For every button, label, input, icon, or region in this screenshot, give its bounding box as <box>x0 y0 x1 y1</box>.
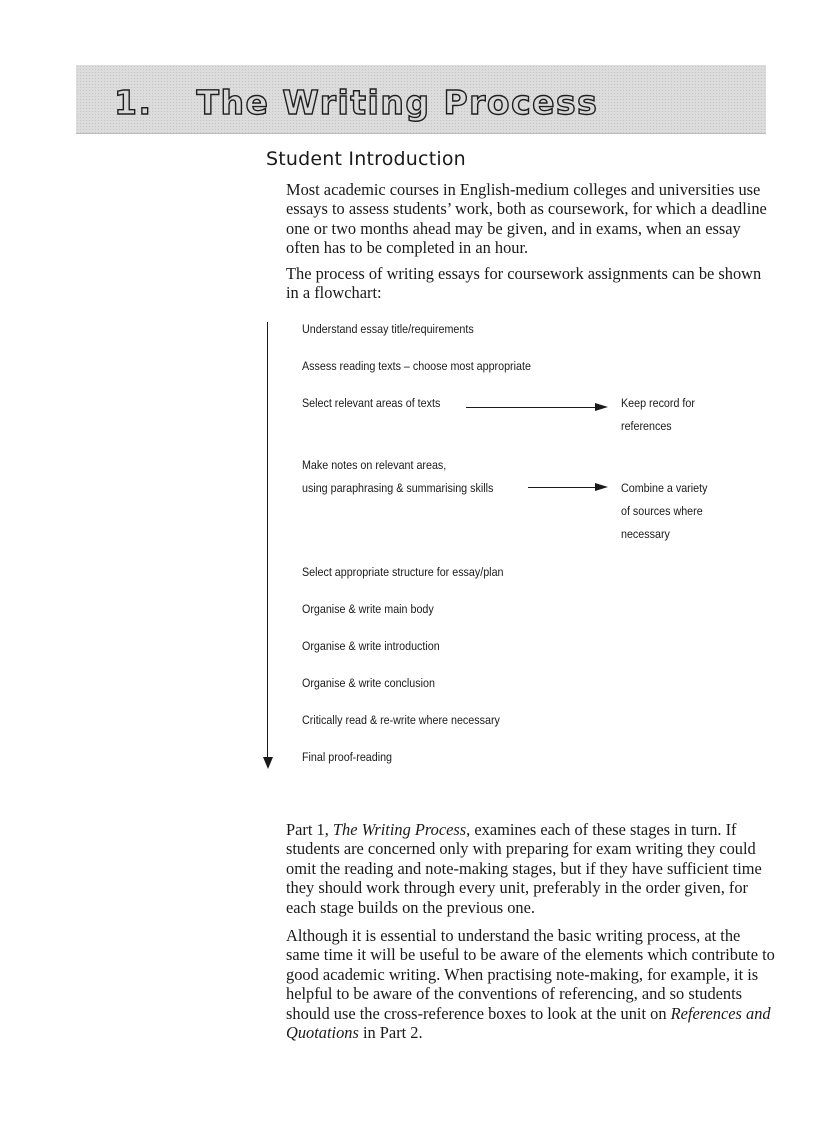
flow-step: using paraphrasing & summarising skills <box>302 481 494 495</box>
book-part-title: The Writing Process <box>332 820 467 839</box>
flow-side-note <box>621 392 718 438</box>
chapter-title-text: The Writing Process <box>196 83 599 122</box>
flow-step: Organise & write introduction <box>302 639 440 653</box>
flowchart-lead-paragraph: The process of writing essays for coursework assignments can be shown in a flowchart: <box>286 264 762 303</box>
side-note-line: references <box>621 419 672 433</box>
text-run: in Part 2. <box>358 1023 423 1043</box>
flow-step: Select relevant areas of texts <box>302 396 441 410</box>
flow-step: Organise & write main body <box>302 602 434 616</box>
flow-step: Select appropriate structure for essay/plan <box>302 565 504 579</box>
part1-paragraph <box>286 820 776 917</box>
flowchart-vertical-line <box>267 322 268 760</box>
flow-step: Assess reading texts – choose most appropriate <box>302 359 531 373</box>
section-heading: Student Introduction <box>266 148 466 170</box>
side-note-line: necessary <box>621 527 670 541</box>
chapter-number: 1. <box>114 83 153 122</box>
flow-right-arrow <box>466 403 608 413</box>
flow-step: Understand essay title/requirements <box>302 322 474 336</box>
side-note-line: Combine a variety <box>621 481 708 495</box>
text-run: Part 1, <box>286 820 333 839</box>
flow-step: Organise & write conclusion <box>302 676 435 690</box>
cross-reference-title: Quotations <box>286 1023 359 1043</box>
chapter-title <box>114 83 598 122</box>
flow-step: Critically read & re-write where necessary <box>302 713 500 727</box>
flow-step: Make notes on relevant areas, <box>302 458 447 472</box>
text-run: Although it is essential to understand the basic writing process, at the same time it will be useful to be aware of the elements which contribute to good academic writing. When practising note-making, for example, it is helpful to be aware of the conventions of referencing, and so students should use the cross-reference boxes to look at the unit on <box>286 926 775 1023</box>
flow-side-note <box>621 477 718 546</box>
closing-paragraph <box>286 926 776 1042</box>
flowchart-down-arrowhead <box>263 757 273 769</box>
flow-step: Final proof-reading <box>302 750 393 764</box>
side-note-line: Keep record for <box>621 396 695 410</box>
flow-right-arrow <box>528 483 608 493</box>
intro-paragraph: Most academic courses in English-medium colleges and universities use essays to assess students’ work, both as coursework, for which a deadline one or two months ahead may be given, and in exams, when an essay often has to be completed in an hour. <box>286 180 767 258</box>
side-note-line: of sources where <box>621 504 703 518</box>
text-run: , examines each of these stages in turn. If students are concerned only with preparing for exam writing they could omit the reading and note-making stages, but if they have sufficient time they should work through every unit, preferably in the order given, for each stage builds on the previous one. <box>286 820 762 917</box>
cross-reference-title: References and <box>670 1003 771 1023</box>
